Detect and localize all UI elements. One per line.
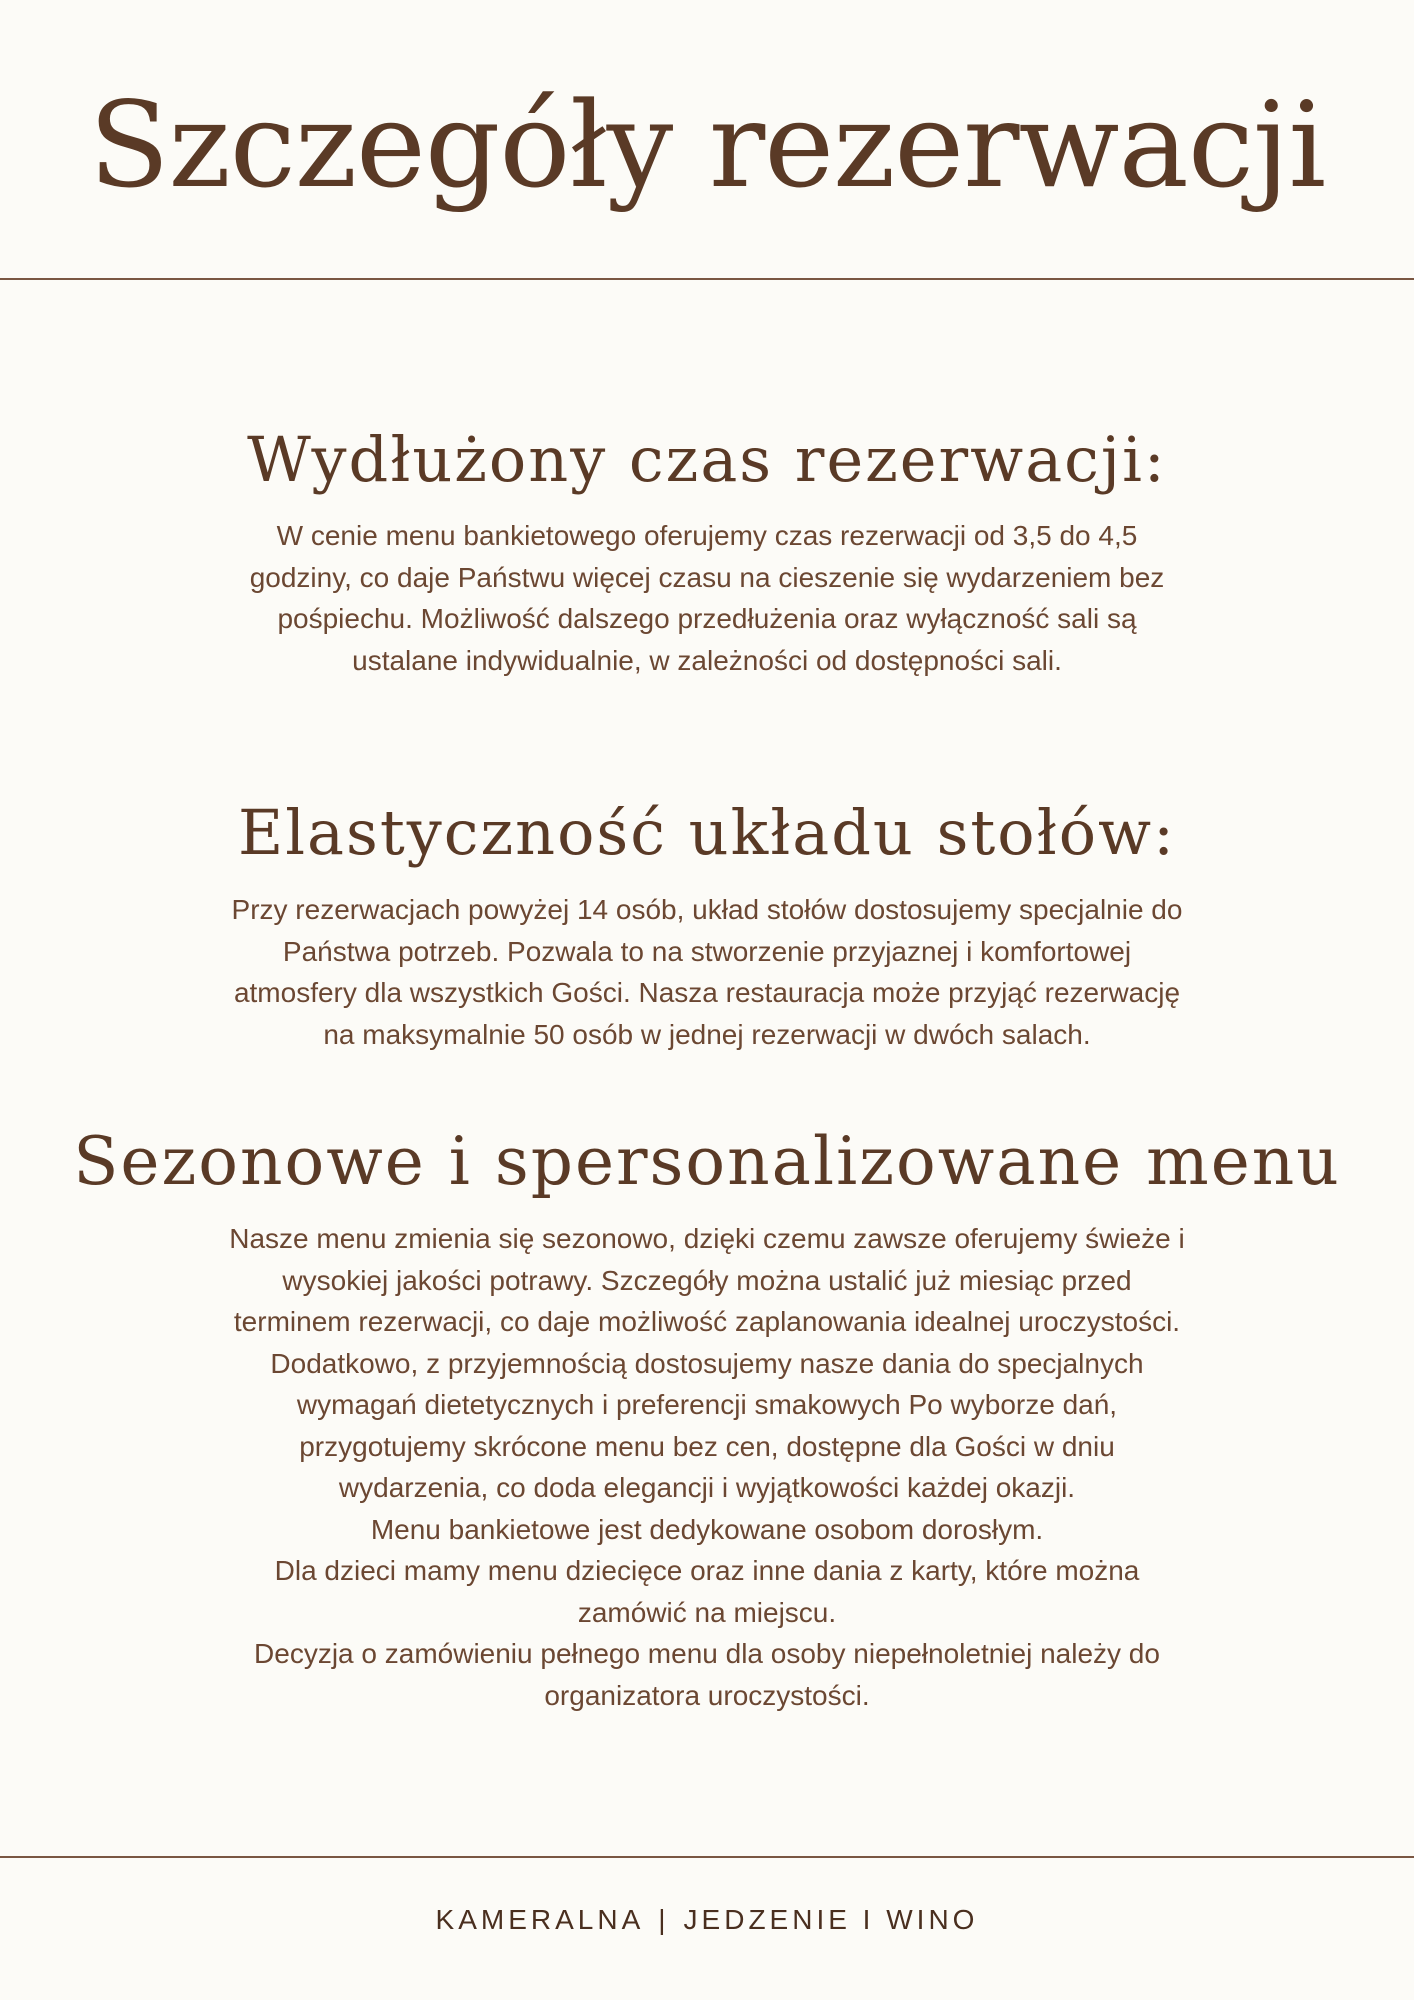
body-line: Dodatkowo, z przyjemnością dostosujemy nasze dania do specjalnych — [270, 1347, 1144, 1379]
section-seasonal-menu — [0, 1122, 1414, 1716]
section-extended-time — [0, 420, 1414, 681]
body-line: Nasze menu zmienia się sezonowo, dzięki czemu zawsze oferujemy świeże i — [229, 1223, 1185, 1254]
body-line: organizatora uroczystości. — [544, 1679, 870, 1711]
section-heading-table-layout: Elastyczność układu stołów: — [237, 796, 1177, 869]
body-line: zamówić na miejscu. — [577, 1596, 837, 1628]
body-line: wydarzenia, co doda elegancji i wyjątkowości każdej okazji. — [338, 1472, 1076, 1503]
body-line: na maksymalnie 50 osób w jednej rezerwacji w dwóch salach. — [323, 1018, 1091, 1050]
body-line: przygotujemy skrócone menu bez cen, dostępne dla Gości w dniu — [299, 1430, 1115, 1462]
section-heading-extended-time: Wydłużony czas rezerwacji: — [247, 423, 1167, 496]
section-body-table-layout — [147, 889, 1267, 1055]
body-line: Dla dzieci mamy menu dziecięce oraz inne dania z karty, które można — [274, 1555, 1140, 1586]
body-line: atmosfery dla wszystkich Gości. Nasza restauracja może przyjąć rezerwację — [233, 977, 1181, 1008]
body-line: Państwa potrzeb. Pozwala to na stworzenie przyjaznej i komfortowej — [282, 935, 1132, 967]
body-line: wymagań dietetycznych i preferencji smakowych Po wyborze dań, — [296, 1389, 1118, 1420]
footer-brand — [0, 1904, 1414, 1936]
bottom-divider — [0, 1856, 1414, 1858]
section-table-layout — [0, 793, 1414, 1055]
body-line: godziny, co daje Państwu więcej czasu na cieszenie się wydarzeniem bez — [249, 561, 1165, 593]
footer-tagline: JEDZENIE I WINO — [683, 1904, 979, 1935]
body-line: terminem rezerwacji, co daje możliwość zaplanowania idealnej uroczystości. — [233, 1306, 1181, 1337]
section-body-extended-time — [167, 515, 1247, 681]
section-heading-seasonal-menu: Sezonowe i spersonalizowane menu — [73, 1123, 1341, 1200]
footer-brand-name: KAMERALNA — [435, 1904, 645, 1935]
page-title: Szczegóły rezerwacji — [88, 76, 1326, 214]
body-line: Decyzja o zamówieniu pełnego menu dla osoby niepełnoletniej należy do — [254, 1638, 1160, 1669]
section-body-seasonal-menu — [137, 1218, 1277, 1716]
footer-separator: | — [658, 1904, 670, 1935]
top-divider — [0, 278, 1414, 280]
body-line: Menu bankietowe jest dedykowane osobom dorosłym. — [370, 1513, 1044, 1545]
body-line: Przy rezerwacjach powyżej 14 osób, układ stołów dostosujemy specjalnie do — [231, 894, 1183, 925]
body-line: ustalane indywidualnie, w zależności od dostępności sali. — [352, 644, 1062, 676]
body-line: W cenie menu bankietowego oferujemy czas rezerwacji od 3,5 do 4,5 — [276, 520, 1138, 551]
body-line: wysokiej jakości potrawy. Szczegóły można ustalić już miesiąc przed — [282, 1264, 1132, 1296]
body-line: pośpiechu. Możliwość dalszego przedłużenia oraz wyłączność sali są — [277, 603, 1137, 634]
